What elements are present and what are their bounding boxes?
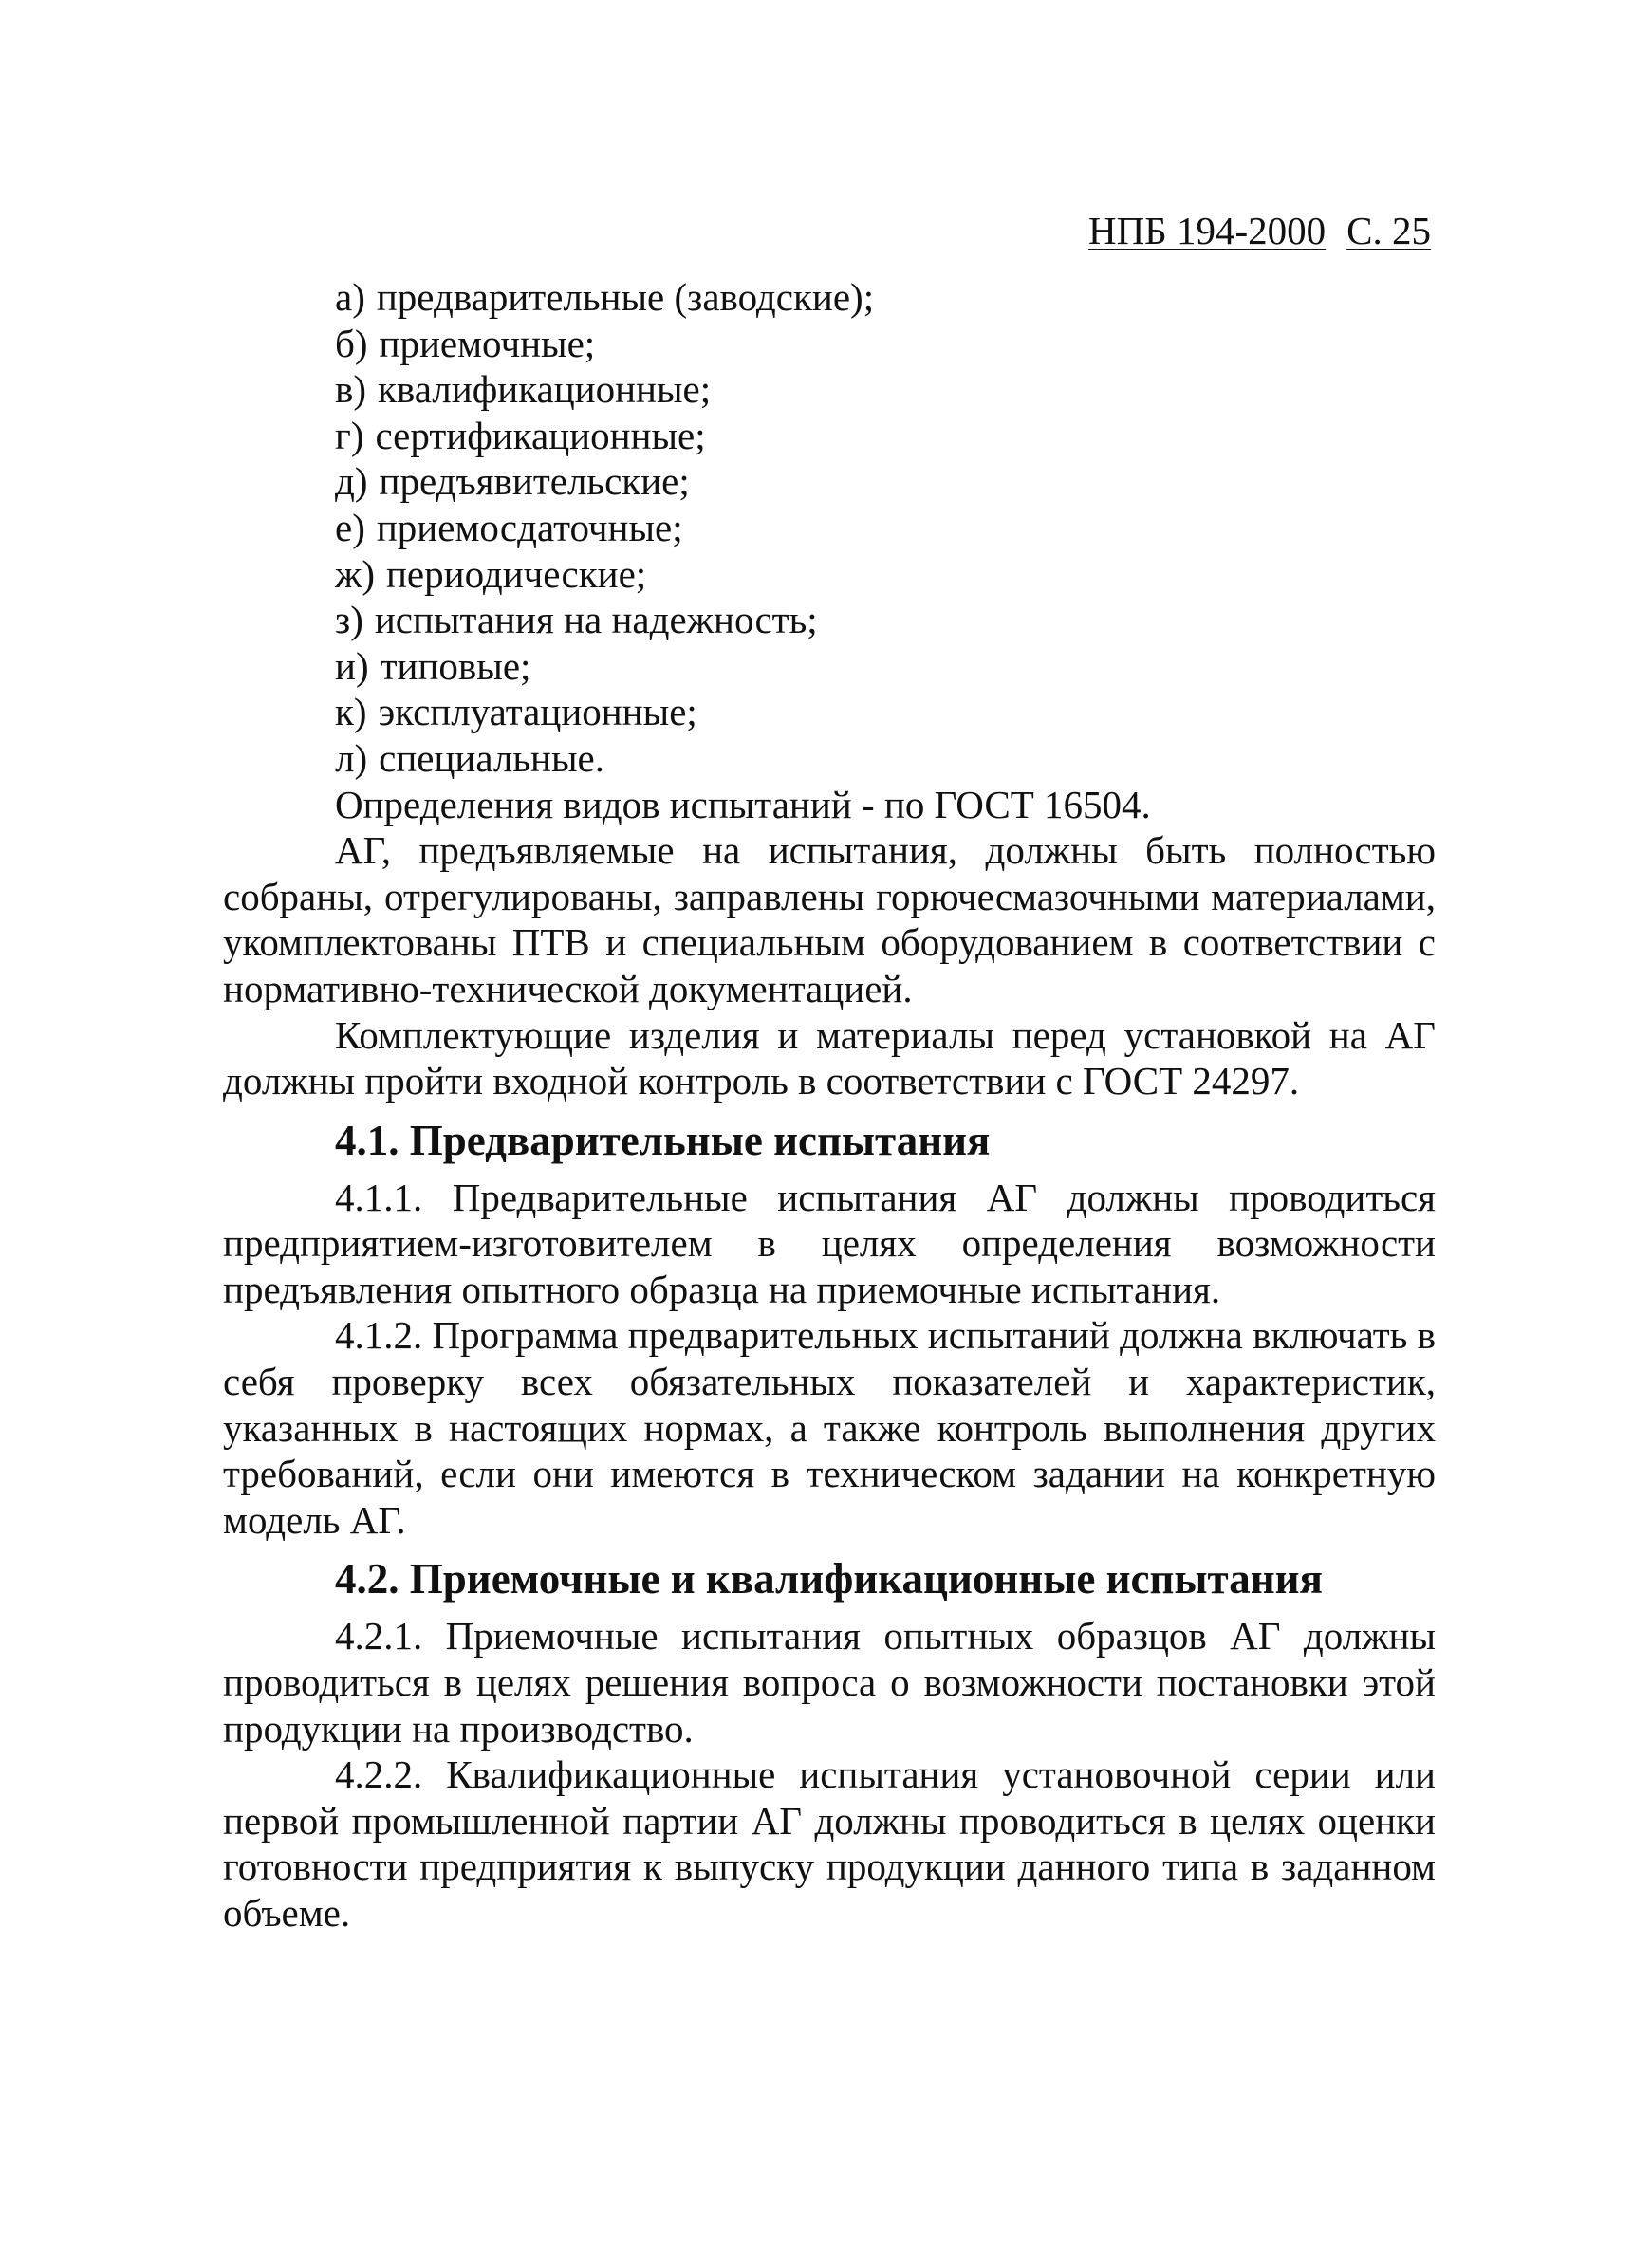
list-item (335, 458, 1436, 505)
list-marker: е) (335, 505, 365, 549)
document-code: НПБ 194-2000 (1087, 209, 1327, 252)
page-header (1088, 207, 1431, 254)
list-marker: д) (335, 459, 368, 504)
list-marker: ж) (335, 551, 375, 596)
page-content (223, 274, 1436, 1937)
list-marker: в) (335, 367, 367, 412)
list-item (335, 551, 1436, 598)
list-item-text: предварительные (заводские); (376, 275, 875, 319)
list-marker: и) (335, 643, 369, 688)
paragraph-incoming-control: Комплектующие изделия и материалы перед установкой на АГ должны пройти входной контроль в соответствии с ГОСТ 24297. (223, 1012, 1436, 1103)
paragraph-4-2-1: 4.2.1. Приемочные испытания опытных образцов АГ должны проводиться в целях решения вопроса о возможности постановки этой продукции на производство. (223, 1614, 1436, 1751)
list-item (335, 643, 1436, 690)
list-item-text: приемосдаточные; (376, 505, 683, 549)
list-item (335, 597, 1436, 643)
paragraph-assembly-requirements: АГ, предъявляемые на испытания, должны быть полностью собраны, отрегулированы, заправлены горючесмазочными материалами, укомплектованы ПТВ и специальным оборудованием в соответствии с нормативно-технической документацией. (223, 828, 1436, 1010)
list-item-text: сертификационные; (375, 413, 706, 457)
list-item (335, 321, 1436, 367)
test-types-list (223, 274, 1436, 782)
list-item-text: предъявительские; (379, 459, 690, 504)
list-item-text: квалификационные; (378, 367, 712, 412)
list-item-text: приемочные; (379, 321, 596, 365)
list-item-text: типовые; (380, 643, 531, 688)
list-item (335, 274, 1436, 321)
paragraph-4-1-2: 4.1.2. Программа предварительных испытаний должна включать в себя проверку всех обязательных показателей и характеристик, указанных в настоящих нормах, а также контроль выполнения других требований, если они имеются в техническом задании на конкретную модель АГ. (223, 1313, 1436, 1542)
list-marker: к) (335, 690, 367, 734)
list-item (335, 413, 1436, 459)
list-marker: б) (335, 321, 368, 365)
list-marker: л) (335, 735, 368, 780)
page-number: С. 25 (1346, 209, 1431, 252)
list-marker: г) (335, 413, 364, 457)
list-marker: з) (335, 598, 363, 642)
section-heading-4-2: 4.2. Приемочные и квалификационные испытания (335, 1555, 1323, 1603)
definitions-reference: Определения видов испытаний - по ГОСТ 16504. (335, 782, 1151, 826)
paragraph-4-2-2: 4.2.2. Квалификационные испытания установочной серии или первой промышленной партии АГ должны проводиться в целях оценки готовности предприятия к выпуску продукции данного типа в заданном объеме. (223, 1752, 1436, 1935)
list-item-text: испытания на надежность; (374, 598, 818, 642)
list-item-text: эксплуатационные; (378, 690, 697, 734)
list-item (335, 689, 1436, 735)
section-heading-4-1: 4.1. Предварительные испытания (335, 1116, 991, 1164)
list-item (335, 505, 1436, 551)
list-item (335, 735, 1436, 782)
paragraph-4-1-1: 4.1.1. Предварительные испытания АГ должны проводиться предприятием-изготовителем в целях определения возможности предъявления опытного образца на приемочные испытания. (223, 1175, 1436, 1311)
list-item-text: периодические; (385, 551, 647, 596)
list-item-text: специальные. (379, 735, 604, 780)
list-marker: а) (335, 275, 365, 319)
list-item (335, 366, 1436, 413)
